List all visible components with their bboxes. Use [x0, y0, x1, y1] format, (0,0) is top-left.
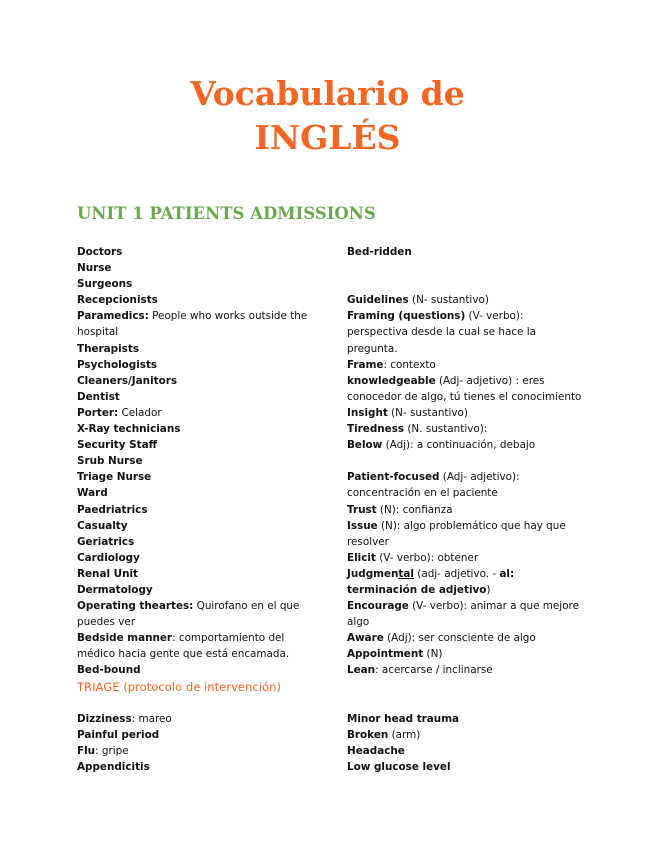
spacer — [347, 260, 587, 276]
vocab-entry: Trust (N): confianza — [347, 503, 453, 516]
vocab-entry: Cleaners/Janitors — [77, 374, 178, 387]
vocab-entry: Ward — [77, 487, 108, 500]
vocab-entry: Dizziness: mareo — [77, 713, 172, 725]
vocab-entry: Srub Nurse — [77, 455, 143, 468]
title-line-2: INGLÉS — [254, 118, 401, 157]
triage-label: TRIAGE (protocolo de intervención) — [77, 679, 281, 694]
vocab-entry: Painful period — [77, 729, 160, 742]
vocab-entry: Broken (arm) — [347, 729, 421, 742]
vocab-entry: Doctors — [77, 246, 123, 258]
vocab-entry: Headache — [347, 745, 405, 758]
vocab-entry: Tiredness (N. sustantivo): — [347, 423, 488, 436]
vocab-entry: Lean: acercarse / inclinarse — [347, 664, 493, 677]
vocab-entry: Nurse — [77, 262, 112, 275]
vocab-entry: Bed-bound — [77, 664, 141, 677]
title-line-1: Vocabulario de — [190, 74, 465, 113]
vocab-entry: Casualty — [77, 519, 128, 532]
vocab-entry: Bed-ridden — [347, 246, 412, 258]
left-vocab-column — [77, 244, 317, 695]
vocab-entry: Guidelines (N- sustantivo) — [347, 294, 489, 307]
vocab-entry: Framing (questions) (V- verbo): perspectiva desde la cual se hace la pregunta. — [347, 310, 536, 355]
vocab-entry: Judgmental (adj- adjetivo. - al: terminación de adjetivo) — [347, 567, 515, 596]
vocab-entry: Paramedics: People who works outside the hospital — [77, 310, 308, 339]
vocab-entry: Recepcionists — [77, 294, 158, 307]
vocab-entry: Minor head trauma — [347, 713, 460, 725]
bottom-left-vocab-column — [77, 711, 317, 775]
vocab-entry: knowledgeable (Adj- adjetivo) : eres conocedor de algo, tú tienes el conocimiento — [347, 374, 582, 403]
vocab-entry: Security Staff — [77, 439, 158, 452]
right-vocab-column — [347, 244, 587, 679]
vocab-entry: Psychologists — [77, 358, 158, 371]
vocab-entry: Operating theartes: Quirofano en el que puedes ver — [77, 600, 300, 629]
vocab-entry: Aware (Adj): ser consciente de algo — [347, 632, 536, 645]
bottom-right-vocab-column — [347, 711, 587, 775]
vocab-entry: Encourage (V- verbo): animar a que mejore algo — [347, 600, 579, 629]
vocab-entry: X-Ray technicians — [77, 423, 181, 436]
unit-heading: UNIT 1 PATIENTS ADMISSIONS — [77, 204, 376, 223]
vocab-entry: Triage Nurse — [77, 471, 152, 484]
vocab-entry: Appointment (N) — [347, 648, 443, 661]
vocab-entry: Renal Unit — [77, 567, 138, 580]
vocab-entry: Elicit (V- verbo): obtener — [347, 551, 479, 564]
vocab-entry: Insight (N- sustantivo) — [347, 406, 468, 419]
vocab-entry: Below (Adj): a continuación, debajo — [347, 439, 536, 452]
vocab-entry: Therapists — [77, 342, 140, 355]
spacer — [347, 276, 587, 292]
vocab-entry: Appendicitis — [77, 761, 150, 774]
vocab-entry: Paedriatrics — [77, 503, 148, 516]
vocab-entry: Low glucose level — [347, 761, 451, 774]
vocab-entry: Geriatrics — [77, 535, 135, 548]
page-title — [0, 72, 655, 160]
vocab-entry: Bedside manner: comportamiento del médico hacia gente que está encamada. — [77, 632, 290, 661]
vocab-entry: Surgeons — [77, 278, 133, 291]
vocab-entry: Flu: gripe — [77, 745, 129, 758]
vocab-entry: Porter: Celador — [77, 406, 162, 419]
vocab-entry: Dentist — [77, 390, 120, 403]
vocab-entry: Issue (N): algo problemático que hay que resolver — [347, 519, 566, 548]
vocab-entry: Cardiology — [77, 551, 140, 564]
vocab-entry: Patient-focused (Adj- adjetivo): concentración en el paciente — [347, 471, 520, 500]
spacer — [347, 453, 587, 469]
vocab-entry: Dermatology — [77, 583, 153, 596]
vocab-entry: Frame: contexto — [347, 358, 436, 371]
